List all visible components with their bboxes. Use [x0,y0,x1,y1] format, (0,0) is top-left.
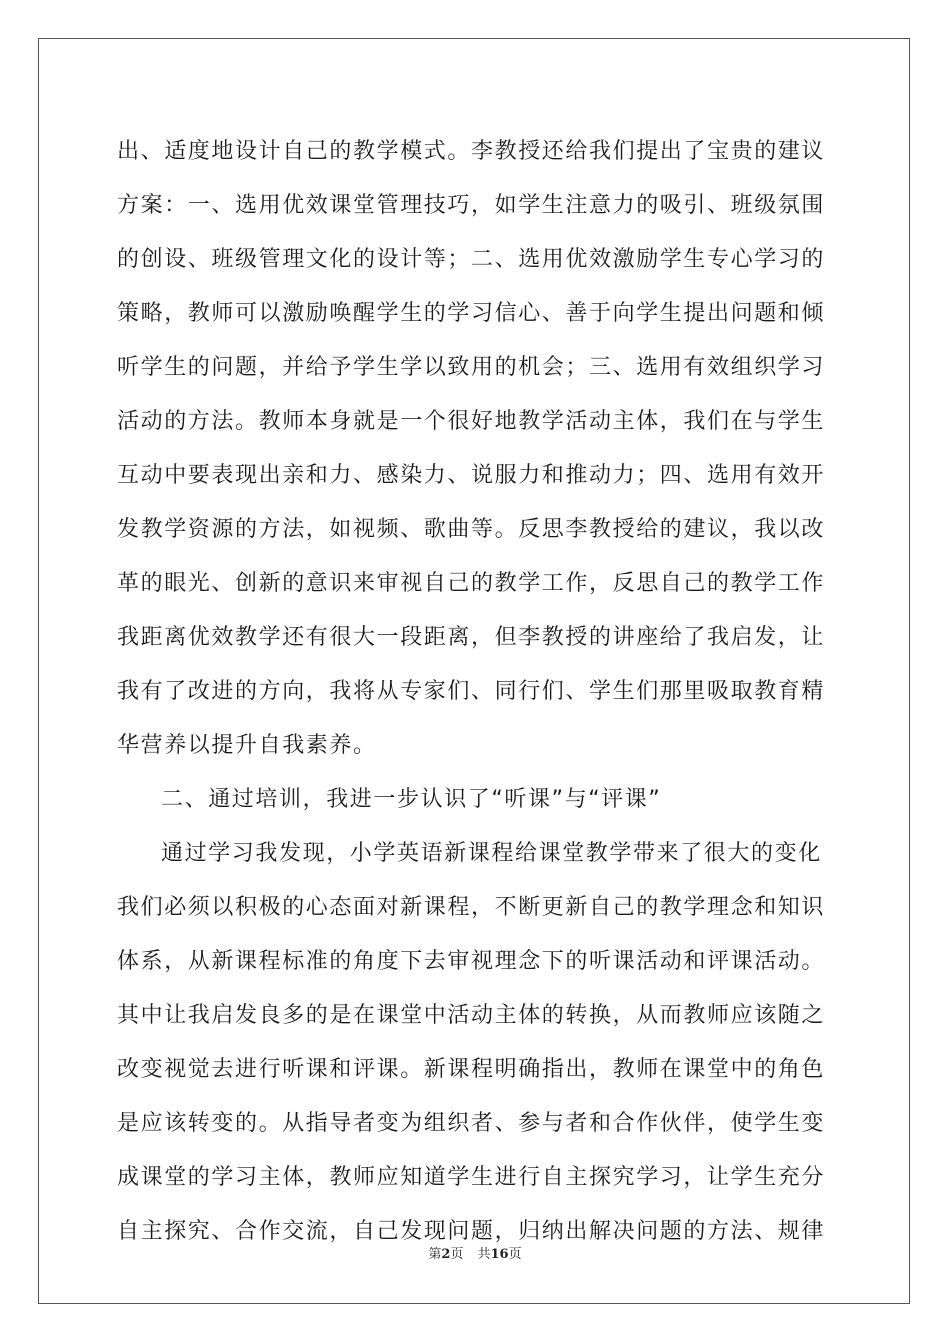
text-line: 自主探究、合作交流，自己发现问题，归纳出解决问题的方法、规律 [117,1219,826,1244]
total-pages: 16 [490,1247,509,1262]
document-body [117,131,833,1265]
text-line: 革的眼光、创新的意识来审视自己的教学工作，反思自己的教学工作 [117,571,826,596]
page-footer [0,1243,950,1262]
text-line: 发教学资源的方法，如视频、歌曲等。反思李教授给的建议，我以改 [117,517,826,542]
text-line: 方案：一、选用优效课堂管理技巧，如学生注意力的吸引、班级氛围 [117,193,826,218]
text-line: 成课堂的学习主体，教师应知道学生进行自主探究学习，让学生充分 [117,1165,826,1190]
text-line: 体系，从新课程标准的角度下去审视理念下的听课活动和评课活动。 [117,949,826,974]
text-line: 策略，教师可以激励唤醒学生的学习信心、善于向学生提出问题和倾 [117,301,826,326]
total-suffix: 页 [508,1247,522,1262]
page-suffix: 页 [450,1247,464,1262]
text-line: 互动中要表现出亲和力、感染力、说服力和推动力；四、选用有效开 [117,463,826,488]
text-line: 华营养以提升自我素养。 [117,733,377,758]
text-line: 听学生的问题，并给予学生学以致用的机会；三、选用有效组织学习 [117,355,826,380]
text-line: 我们必须以积极的心态面对新课程，不断更新自己的教学理念和知识 [117,895,826,920]
total-prefix: 共 [477,1247,491,1262]
text-line: 活动的方法。教师本身就是一个很好地教学活动主体，我们在与学生 [117,409,826,434]
text-line: 二、通过培训，我进一步认识了“听课”与“评课” [161,787,662,812]
text-line: 出、适度地设计自己的教学模式。李教授还给我们提出了宝贵的建议 [117,139,826,164]
text-line: 其中让我启发良多的是在课堂中活动主体的转换，从而教师应该随之 [117,1003,826,1028]
text-line: 我有了改进的方向，我将从专家们、同行们、学生们那里吸取教育精 [117,679,826,704]
text-line: 通过学习我发现，小学英语新课程给课堂教学带来了很大的变化 [161,841,822,866]
text-line: 是应该转变的。从指导者变为组织者、参与者和合作伙伴，使学生变 [117,1111,826,1136]
page-prefix: 第 [428,1247,442,1262]
text-line: 我距离优效教学还有很大一段距离，但李教授的讲座给了我启发，让 [117,625,826,650]
text-line: 改变视觉去进行听课和评课。新课程明确指出，教师在课堂中的角色 [117,1057,826,1082]
page-number: 2 [441,1247,451,1262]
text-line: 的创设、班级管理文化的设计等；二、选用优效激励学生专心学习的 [117,247,826,272]
